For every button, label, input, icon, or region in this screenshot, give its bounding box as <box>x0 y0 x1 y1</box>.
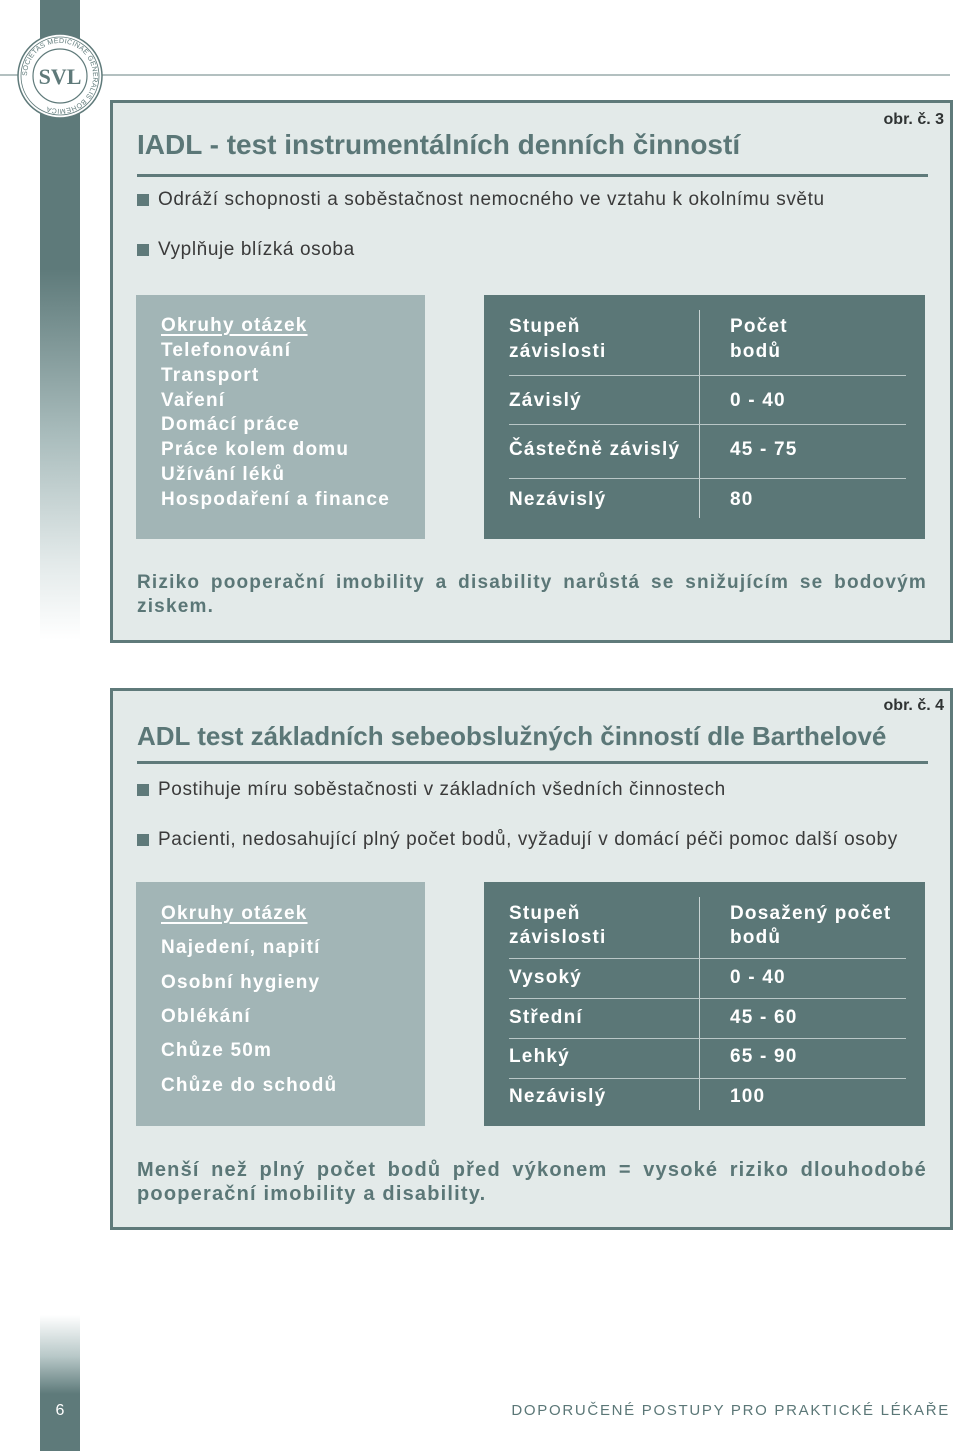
question-area-item: Chůze do schodů <box>161 1075 338 1096</box>
scoring-table <box>484 882 925 1126</box>
question-areas-heading: Okruhy otázek <box>161 903 308 924</box>
figure-number: obr. č. 3 <box>883 111 944 128</box>
logo-ring-text: SOCIETAS MEDICINAE GENERALIS BOHEMICA <box>21 37 99 115</box>
row-separator <box>509 998 906 999</box>
question-area-item: Telefonování <box>161 340 292 361</box>
question-area-item: Domácí práce <box>161 414 301 435</box>
page-number: 6 <box>55 1402 65 1419</box>
row-level: Nezávislý <box>509 489 607 510</box>
logo-monogram: SVL <box>38 64 82 89</box>
header-rule <box>0 74 950 76</box>
question-area-item: Oblékání <box>161 1006 251 1027</box>
question-area-item: Práce kolem domu <box>161 439 350 460</box>
figure-iadl <box>110 100 953 643</box>
bullet-square-icon <box>137 784 149 796</box>
header-points: Počet bodů <box>730 316 788 362</box>
row-separator <box>509 1078 906 1079</box>
row-points: 80 <box>730 489 754 510</box>
row-level: Střední <box>509 1007 583 1028</box>
bullet-square-icon <box>137 244 149 256</box>
question-area-item: Transport <box>161 365 260 386</box>
figure-adl <box>110 688 953 1230</box>
figure-title: ADL test základních sebeobslužných činností dle Barthelové <box>137 721 887 751</box>
header-dependency-level: Stupeň závislosti <box>509 316 607 362</box>
title-divider <box>137 174 928 177</box>
figure-number: obr. č. 4 <box>883 697 944 714</box>
question-area-item: Užívání léků <box>161 464 286 485</box>
bullet-text: Postihuje míru soběstačnosti v základních všedních činnostech <box>158 779 726 800</box>
figure-note: Riziko pooperační imobility a disability narůstá se snižujícím se bodovým ziskem. <box>137 572 927 617</box>
row-separator <box>509 1038 906 1039</box>
row-separator <box>509 958 906 959</box>
society-seal-logo <box>17 33 103 119</box>
question-area-item: Vaření <box>161 390 226 411</box>
row-points: 65 - 90 <box>730 1046 798 1067</box>
running-title: DOPORUČENÉ POSTUPY PRO PRAKTICKÉ LÉKAŘE <box>511 1402 950 1419</box>
bullet-text: Pacienti, nedosahující plný počet bodů, vyžadují v domácí péči pomoc další osoby <box>158 829 898 850</box>
bullet-item <box>137 188 937 212</box>
row-points: 45 - 60 <box>730 1007 798 1028</box>
sidebar-stripe-bottom <box>40 1315 80 1451</box>
row-separator <box>509 478 906 479</box>
bullet-item <box>137 828 937 852</box>
row-level: Částečně závislý <box>509 439 681 460</box>
question-area-item: Osobní hygieny <box>161 972 321 993</box>
row-level: Vysoký <box>509 967 583 988</box>
question-area-item: Chůze 50m <box>161 1040 273 1061</box>
figure-note: Menší než plný počet bodů před výkonem = vysoké riziko dlouhodobé pooperační imobility a disability. <box>137 1159 927 1205</box>
row-separator <box>509 375 906 376</box>
column-divider <box>699 310 700 518</box>
row-points: 100 <box>730 1086 766 1107</box>
row-points: 45 - 75 <box>730 439 798 460</box>
title-divider <box>137 761 928 764</box>
question-areas-panel <box>136 882 425 1126</box>
question-area-item: Najedení, napití <box>161 937 321 958</box>
row-level: Závislý <box>509 390 582 411</box>
question-areas-heading: Okruhy otázek <box>161 315 308 336</box>
bullet-text: Vyplňuje blízká osoba <box>158 239 355 260</box>
header-points: Dosažený počet bodů <box>730 903 892 948</box>
row-level: Lehký <box>509 1046 570 1067</box>
scoring-table <box>484 295 925 539</box>
row-separator <box>509 424 906 425</box>
question-areas-panel <box>136 295 425 539</box>
row-points: 0 - 40 <box>730 390 786 411</box>
row-points: 0 - 40 <box>730 967 786 988</box>
figure-title: IADL - test instrumentálních denních činností <box>137 129 741 160</box>
bullet-text: Odráží schopnosti a soběstačnost nemocného ve vztahu k okolnímu světu <box>158 189 825 210</box>
bullet-square-icon <box>137 194 149 206</box>
question-area-item: Hospodaření a finance <box>161 489 390 510</box>
row-level: Nezávislý <box>509 1086 607 1107</box>
header-dependency-level: Stupeň závislosti <box>509 903 607 948</box>
bullet-item <box>137 778 937 802</box>
bullet-square-icon <box>137 834 149 846</box>
bullet-item <box>137 238 937 262</box>
